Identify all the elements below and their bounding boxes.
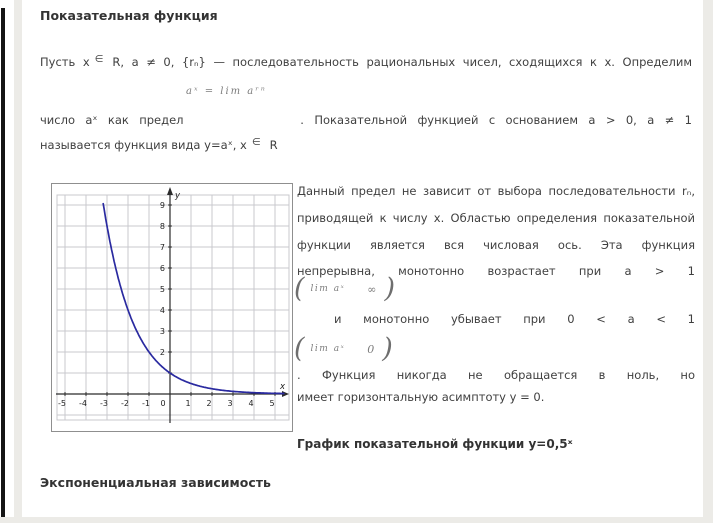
intro-line3-pre: называется функция вида y=aˣ, x <box>40 138 247 152</box>
limit-formula-image: aˣ = lim aʳⁿ <box>186 86 267 97</box>
intro-line-3 <box>40 135 692 153</box>
element-of-symbol: ∈ <box>94 54 104 65</box>
infinity-symbol: ∞ <box>367 282 379 296</box>
right-margin-strip <box>703 0 713 523</box>
svg-text:2: 2 <box>206 399 212 408</box>
left-margin-strip <box>14 0 22 523</box>
left-border-strip <box>1 8 5 517</box>
svg-text:8: 8 <box>159 222 165 231</box>
svg-text:y: y <box>175 191 181 201</box>
svg-text:9: 9 <box>159 201 165 210</box>
graph-caption: График показательной функции y=0,5ˣ <box>297 437 573 451</box>
exponential-graph-svg <box>52 184 292 431</box>
svg-text:4: 4 <box>248 399 254 408</box>
intro-line3-post: R <box>269 138 278 152</box>
intro-line1-pre: Пусть x <box>40 55 90 69</box>
svg-text:x: x <box>279 382 285 392</box>
intro-line2-post: . Показательной функцией с основанием a > 0, a ≠ 1 <box>300 113 692 127</box>
element-of-symbol: ∈ <box>251 137 261 148</box>
side-line-2: приводящей к числу x. Областью определения показательной <box>297 211 695 225</box>
close-paren: ) <box>382 333 395 364</box>
close-paren: ) <box>384 273 397 304</box>
side-line-7: имеет горизонтальную асимптоту y = 0. <box>297 390 545 404</box>
side-line-6: . Функция никогда не обращается в ноль, но <box>297 368 695 382</box>
open-paren: ( <box>294 273 307 304</box>
svg-text:0: 0 <box>160 399 166 408</box>
svg-text:7: 7 <box>159 243 165 252</box>
side-line-3: функции является вся числовая ось. Эта функция <box>297 238 695 252</box>
bottom-margin-strip <box>0 517 713 523</box>
svg-text:-3: -3 <box>100 399 108 408</box>
svg-text:3: 3 <box>159 327 165 336</box>
side-line-4: непрерывна, монотонно возрастает при a > 1 <box>297 264 695 278</box>
formula-gap <box>194 122 290 124</box>
intro-line-2 <box>40 112 692 128</box>
svg-text:-4: -4 <box>79 399 87 408</box>
limit-expression: lim aˣ <box>310 284 346 294</box>
svg-text:5: 5 <box>269 399 275 408</box>
exponential-graph <box>51 183 293 432</box>
svg-text:4: 4 <box>159 306 165 315</box>
svg-text:-2: -2 <box>121 399 129 408</box>
svg-text:1: 1 <box>185 399 191 408</box>
open-paren: ( <box>294 333 307 364</box>
side-line-5: и монотонно убывает при 0 < a < 1 <box>334 312 695 326</box>
limit-expression: lim aˣ <box>310 344 346 354</box>
intro-line2-pre: число aˣ как предел <box>40 113 184 127</box>
limit-infinity-formula-image <box>294 274 397 304</box>
intro-line-1 <box>40 52 692 70</box>
svg-text:6: 6 <box>159 264 165 273</box>
side-line-1: Данный предел не зависит от выбора последовательности rₙ, <box>297 184 695 198</box>
section-heading-exponential: Экспоненциальная зависимость <box>40 475 271 490</box>
page-title: Показательная функция <box>40 8 218 23</box>
svg-text:5: 5 <box>159 285 165 294</box>
svg-text:-1: -1 <box>142 399 150 408</box>
zero-symbol: 0 <box>367 342 377 356</box>
svg-text:-5: -5 <box>58 399 66 408</box>
svg-text:2: 2 <box>159 348 165 357</box>
intro-line1-post: R, a ≠ 0, {rₙ} — последовательность рациональных чисел, сходящихся к x. Определим <box>112 55 693 69</box>
svg-text:3: 3 <box>227 399 233 408</box>
limit-zero-formula-image <box>294 334 395 364</box>
